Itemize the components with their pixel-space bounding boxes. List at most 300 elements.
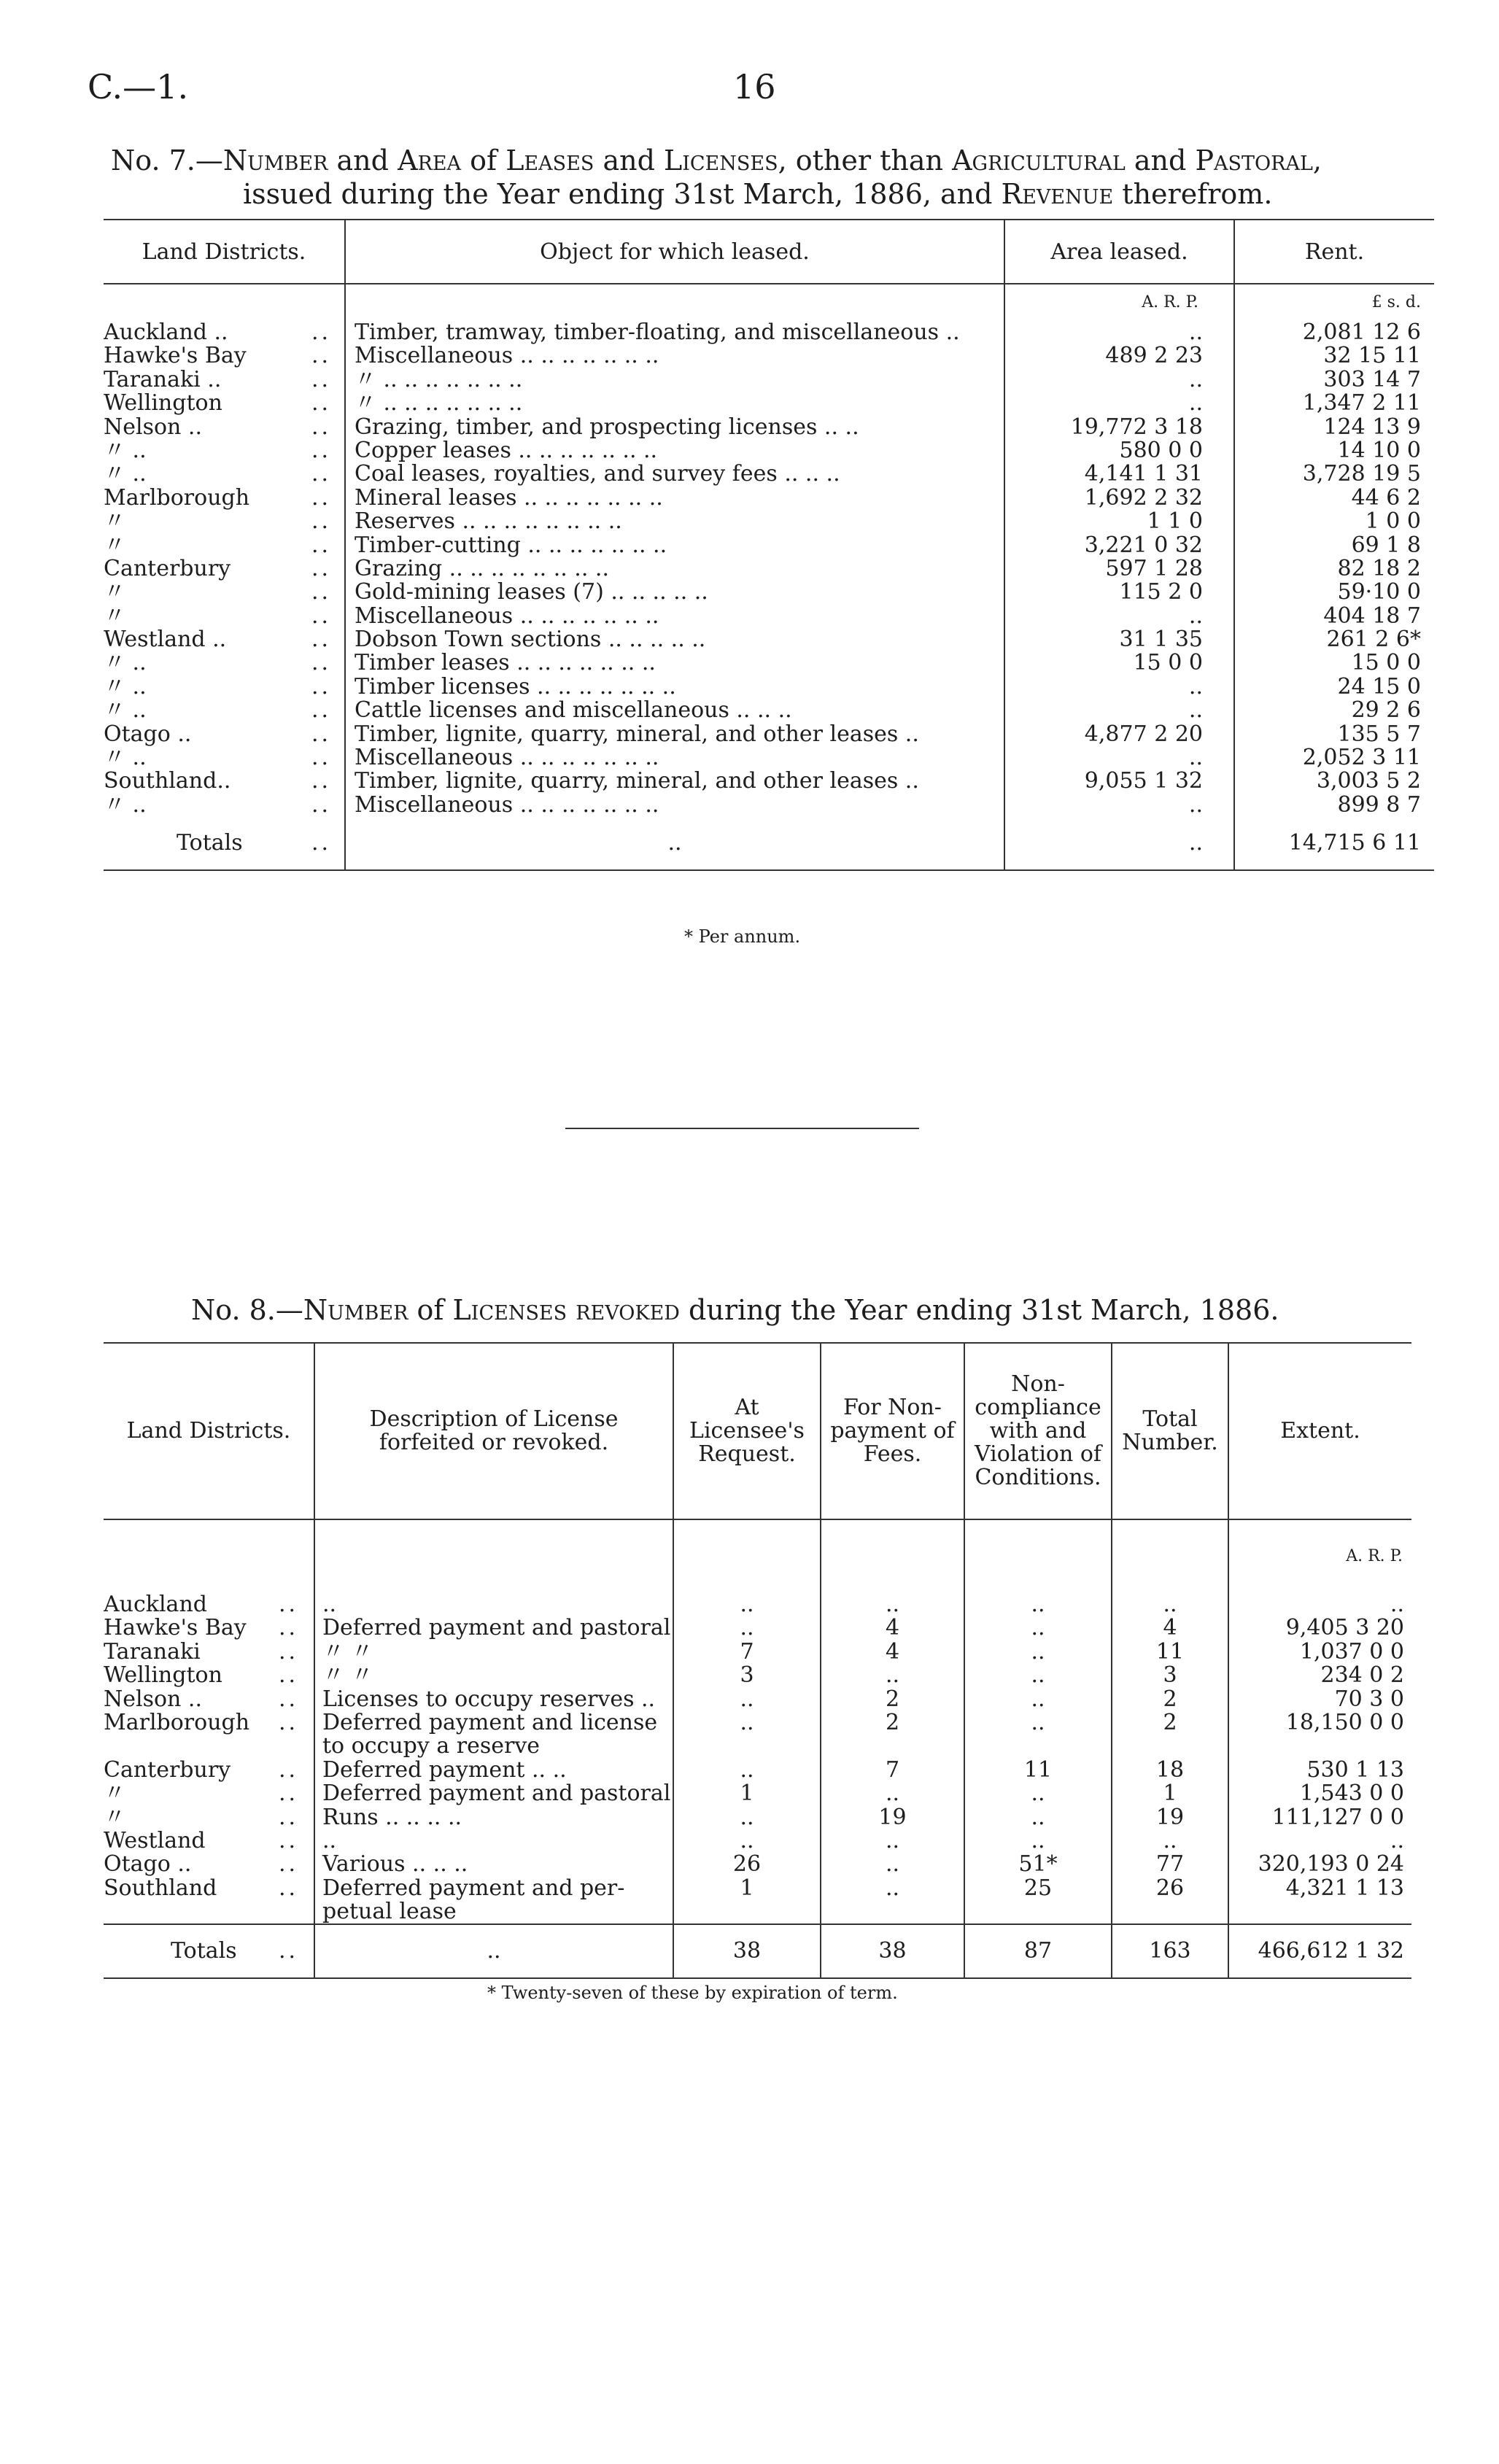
- request-cell: [673, 1900, 821, 1924]
- violation-cell: ..: [964, 1616, 1112, 1640]
- table-row: [104, 534, 1434, 557]
- leader-dots: ..: [311, 415, 332, 439]
- district-name: 〃 ..: [104, 651, 147, 675]
- district-cell: [104, 699, 345, 722]
- district-cell: [104, 1711, 314, 1735]
- table-row: [104, 1688, 1411, 1711]
- extent-cell: ..: [1228, 1593, 1411, 1616]
- rent-cell: 261 2 6*: [1234, 628, 1434, 651]
- leases-table: [104, 219, 1434, 871]
- district-name: Wellington: [104, 392, 222, 416]
- violation-cell: ..: [964, 1640, 1112, 1664]
- description-cell: ..: [314, 1593, 673, 1616]
- district-cell: [104, 462, 345, 486]
- area-cell: 115 2 0: [1004, 581, 1234, 604]
- table7-title-line2: issued during the Year ending 31st March, 1886, and Revenue therefrom.: [243, 178, 1273, 210]
- totals-area: ..: [1004, 817, 1234, 870]
- area-cell: ..: [1004, 605, 1234, 628]
- units-row: [104, 284, 1434, 321]
- district-cell: [104, 392, 345, 415]
- district-name: Westland ..: [104, 628, 227, 652]
- district-name: 〃: [104, 1782, 125, 1806]
- extent-cell: 9,405 3 20: [1228, 1616, 1411, 1640]
- totals-violation: 87: [964, 1924, 1112, 1978]
- table-row: [104, 1782, 1411, 1805]
- total-cell: 4: [1112, 1616, 1228, 1640]
- rent-cell: 135 5 7: [1234, 723, 1434, 746]
- leader-dots: ..: [279, 1711, 299, 1735]
- district-cell: [104, 770, 345, 793]
- fees-cell: ..: [821, 1664, 964, 1687]
- district-cell: [104, 746, 345, 770]
- col-total: Total Number.: [1112, 1343, 1228, 1519]
- fees-cell: 7: [821, 1759, 964, 1782]
- district-cell: [104, 1877, 314, 1900]
- area-cell: ..: [1004, 368, 1234, 392]
- district-name: 〃 ..: [104, 746, 147, 770]
- object-cell: Miscellaneous .. .. .. .. .. .. ..: [345, 746, 1004, 770]
- request-cell: ..: [673, 1759, 821, 1782]
- object-cell: Miscellaneous .. .. .. .. .. .. ..: [345, 605, 1004, 628]
- rent-cell: 59·10 0: [1234, 581, 1434, 604]
- district-cell: [104, 723, 345, 746]
- leader-dots: ..: [311, 557, 332, 581]
- district-name: Hawke's Bay: [104, 1616, 247, 1640]
- leader-dots: ..: [279, 1593, 299, 1617]
- violation-cell: ..: [964, 1664, 1112, 1687]
- totals-row: [104, 817, 1434, 870]
- extent-cell: 320,193 0 24: [1228, 1853, 1411, 1876]
- leader-dots: ..: [311, 651, 332, 675]
- leader-dots: ..: [279, 1640, 299, 1665]
- violation-cell: 11: [964, 1759, 1112, 1782]
- district-name: Auckland ..: [104, 321, 228, 345]
- area-cell: 9,055 1 32: [1004, 770, 1234, 793]
- area-units: A. R. P.: [1004, 284, 1234, 321]
- table8-footnote: * Twenty-seven of these by expiration of term.: [487, 1983, 898, 2003]
- leader-dots: ..: [279, 1938, 299, 1964]
- fees-cell: ..: [821, 1782, 964, 1805]
- leader-dots: ..: [311, 793, 332, 818]
- object-cell: Timber, lignite, quarry, mineral, and other leases ..: [345, 723, 1004, 746]
- district-name: Canterbury: [104, 1758, 231, 1783]
- totals-total: 163: [1112, 1924, 1228, 1978]
- fees-cell: 4: [821, 1640, 964, 1664]
- violation-cell: ..: [964, 1688, 1112, 1711]
- table-row: [104, 1616, 1411, 1640]
- col-land-districts: Land Districts.: [104, 220, 345, 284]
- district-cell: [104, 534, 345, 557]
- description-cell: Deferred payment and license: [314, 1711, 673, 1735]
- col-object: Object for which leased.: [345, 220, 1004, 284]
- district-name: 〃 ..: [104, 675, 147, 700]
- total-cell: 1: [1112, 1782, 1228, 1805]
- total-cell: [1112, 1900, 1228, 1924]
- extent-cell: 18,150 0 0: [1228, 1711, 1411, 1735]
- district-cell: [104, 1829, 314, 1853]
- area-cell: 3,221 0 32: [1004, 534, 1234, 557]
- district-name: 〃 ..: [104, 462, 147, 487]
- description-cell: Runs .. .. .. ..: [314, 1806, 673, 1829]
- extent-cell: 111,127 0 0: [1228, 1806, 1411, 1829]
- totals-label: Totals: [171, 1938, 237, 1964]
- district-cell: [104, 321, 345, 344]
- total-cell: 77: [1112, 1853, 1228, 1876]
- description-cell: to occupy a reserve: [314, 1735, 673, 1758]
- district-name: Auckland: [104, 1593, 207, 1617]
- document-reference: C.—1.: [88, 67, 189, 106]
- rent-cell: 15 0 0: [1234, 651, 1434, 675]
- object-cell: Timber, tramway, timber-floating, and miscellaneous ..: [345, 321, 1004, 344]
- table-row: [104, 1640, 1411, 1664]
- rent-cell: 899 8 7: [1234, 794, 1434, 817]
- fees-cell: 19: [821, 1806, 964, 1829]
- area-cell: 580 0 0: [1004, 439, 1234, 462]
- leader-dots: ..: [311, 392, 332, 416]
- request-cell: 3: [673, 1664, 821, 1687]
- district-cell: [104, 487, 345, 510]
- request-cell: ..: [673, 1711, 821, 1735]
- col-nonpayment: For Non- payment of Fees.: [821, 1343, 964, 1519]
- district-name: Taranaki ..: [104, 368, 222, 392]
- leader-dots: ..: [311, 628, 332, 652]
- description-cell: petual lease: [314, 1900, 673, 1924]
- district-name: Marlborough: [104, 486, 250, 511]
- area-cell: 597 1 28: [1004, 557, 1234, 581]
- leader-dots: ..: [311, 344, 332, 368]
- district-name: 〃: [104, 604, 125, 629]
- district-name: Southland: [104, 1876, 217, 1901]
- table-row: [104, 723, 1434, 746]
- leader-dots: ..: [311, 830, 332, 856]
- total-cell: 18: [1112, 1759, 1228, 1782]
- rent-cell: 1 0 0: [1234, 510, 1434, 533]
- area-cell: ..: [1004, 699, 1234, 722]
- leader-dots: ..: [311, 770, 332, 794]
- leader-dots: ..: [311, 722, 332, 747]
- table-row: [104, 557, 1434, 581]
- totals-rent: 14,715 6 11: [1234, 817, 1434, 870]
- area-cell: ..: [1004, 794, 1234, 817]
- district-name: Taranaki: [104, 1640, 201, 1665]
- table-row: [104, 1806, 1411, 1829]
- object-cell: Miscellaneous .. .. .. .. .. .. ..: [345, 344, 1004, 368]
- district-cell: [104, 1735, 314, 1758]
- object-cell: Mineral leases .. .. .. .. .. .. ..: [345, 487, 1004, 510]
- district-cell: [104, 628, 345, 651]
- totals-desc: ..: [314, 1924, 673, 1978]
- fees-cell: ..: [821, 1877, 964, 1900]
- area-cell: 1 1 0: [1004, 510, 1234, 533]
- district-name: Canterbury: [104, 557, 231, 581]
- total-cell: 11: [1112, 1640, 1228, 1664]
- rent-cell: 44 6 2: [1234, 487, 1434, 510]
- object-cell: Miscellaneous .. .. .. .. .. .. ..: [345, 794, 1004, 817]
- violation-cell: 51*: [964, 1853, 1112, 1876]
- table-row: [104, 1853, 1411, 1876]
- units-row: [104, 1519, 1411, 1593]
- table7-title-line1: No. 7.—Number and Area of Leases and Licenses, other than Agricultural and Pastoral,: [111, 144, 1322, 177]
- rent-units: £ s. d.: [1234, 284, 1434, 321]
- district-cell: [104, 510, 345, 533]
- request-cell: ..: [673, 1616, 821, 1640]
- request-cell: ..: [673, 1806, 821, 1829]
- revoked-licenses-table: [104, 1342, 1411, 1979]
- object-cell: Gold-mining leases (7) .. .. .. .. ..: [345, 581, 1004, 604]
- leader-dots: ..: [279, 1876, 299, 1901]
- area-cell: ..: [1004, 746, 1234, 770]
- leader-dots: ..: [311, 746, 332, 770]
- table-row: [104, 699, 1434, 722]
- description-cell: Deferred payment .. ..: [314, 1759, 673, 1782]
- district-cell: [104, 1900, 314, 1924]
- district-cell: [104, 1664, 314, 1687]
- object-cell: Timber-cutting .. .. .. .. .. .. ..: [345, 534, 1004, 557]
- table-row: [104, 439, 1434, 462]
- total-cell: 2: [1112, 1688, 1228, 1711]
- extent-cell: 1,037 0 0: [1228, 1640, 1411, 1664]
- violation-cell: ..: [964, 1711, 1112, 1735]
- extent-cell: 1,543 0 0: [1228, 1782, 1411, 1805]
- extent-units: A. R. P.: [1228, 1519, 1411, 1593]
- leader-dots: ..: [311, 462, 332, 487]
- col-at-request: At Licensee's Request.: [673, 1343, 821, 1519]
- district-cell: [104, 1806, 314, 1829]
- district-cell: [104, 1782, 314, 1805]
- table-row: [104, 416, 1434, 439]
- district-name: Nelson ..: [104, 1687, 202, 1711]
- object-cell: Timber, lignite, quarry, mineral, and other leases ..: [345, 770, 1004, 793]
- table-row: [104, 1711, 1411, 1735]
- rent-cell: 32 15 11: [1234, 344, 1434, 368]
- district-name: 〃 ..: [104, 438, 147, 463]
- violation-cell: [964, 1735, 1112, 1758]
- violation-cell: ..: [964, 1593, 1112, 1616]
- violation-cell: ..: [964, 1806, 1112, 1829]
- object-cell: Copper leases .. .. .. .. .. .. ..: [345, 439, 1004, 462]
- leader-dots: ..: [279, 1687, 299, 1711]
- table-row: [104, 1664, 1411, 1687]
- total-cell: ..: [1112, 1829, 1228, 1853]
- district-name: Wellington: [104, 1664, 222, 1688]
- total-cell: [1112, 1735, 1228, 1758]
- object-cell: Timber licenses .. .. .. .. .. .. ..: [345, 675, 1004, 699]
- totals-extent: 466,612 1 32: [1228, 1924, 1411, 1978]
- description-cell: 〃 〃: [314, 1664, 673, 1687]
- leader-dots: ..: [311, 486, 332, 511]
- leader-dots: ..: [311, 438, 332, 463]
- table-row: [104, 510, 1434, 533]
- leader-dots: ..: [311, 604, 332, 629]
- district-cell: [104, 557, 345, 581]
- fees-cell: 2: [821, 1688, 964, 1711]
- rent-cell: 69 1 8: [1234, 534, 1434, 557]
- rent-cell: 29 2 6: [1234, 699, 1434, 722]
- table-row: [104, 1829, 1411, 1853]
- leader-dots: ..: [311, 321, 332, 345]
- request-cell: ..: [673, 1688, 821, 1711]
- district-name: 〃: [104, 510, 125, 534]
- rent-cell: 1,347 2 11: [1234, 392, 1434, 415]
- rent-cell: 303 14 7: [1234, 368, 1434, 392]
- object-cell: Reserves .. .. .. .. .. .. .. ..: [345, 510, 1004, 533]
- table-row: [104, 1877, 1411, 1900]
- table-row: [104, 344, 1434, 368]
- district-cell: [104, 605, 345, 628]
- object-cell: 〃 .. .. .. .. .. .. ..: [345, 368, 1004, 392]
- table-row: [104, 794, 1434, 817]
- request-cell: 1: [673, 1877, 821, 1900]
- leader-dots: ..: [279, 1616, 299, 1640]
- district-cell: [104, 1688, 314, 1711]
- district-name: Otago ..: [104, 722, 192, 747]
- table-row: [104, 1735, 1411, 1758]
- table7-footnote: * Per annum.: [684, 926, 801, 947]
- total-cell: 19: [1112, 1806, 1228, 1829]
- table-row: [104, 651, 1434, 675]
- table-row: [104, 1759, 1411, 1782]
- table-row: [104, 1593, 1411, 1616]
- district-name: Nelson ..: [104, 415, 202, 439]
- request-cell: 1: [673, 1782, 821, 1805]
- violation-cell: [964, 1900, 1112, 1924]
- area-cell: 15 0 0: [1004, 651, 1234, 675]
- object-cell: Coal leases, royalties, and survey fees .. .. ..: [345, 462, 1004, 486]
- leader-dots: ..: [311, 581, 332, 605]
- table8-title: No. 8.—Number of Licenses revoked during the Year ending 31st March, 1886.: [191, 1294, 1279, 1326]
- district-name: Marlborough: [104, 1711, 250, 1735]
- district-cell: [104, 794, 345, 817]
- table-row: [104, 321, 1434, 344]
- district-name: Southland..: [104, 770, 231, 794]
- fees-cell: 4: [821, 1616, 964, 1640]
- table-row: [104, 770, 1434, 793]
- district-name: Otago ..: [104, 1853, 192, 1877]
- description-cell: Various .. .. ..: [314, 1853, 673, 1876]
- section-divider: [565, 1128, 919, 1129]
- fees-cell: [821, 1735, 964, 1758]
- rent-cell: 2,081 12 6: [1234, 321, 1434, 344]
- table-row: [104, 487, 1434, 510]
- fees-cell: 2: [821, 1711, 964, 1735]
- description-cell: Licenses to occupy reserves ..: [314, 1688, 673, 1711]
- col-description: Description of License forfeited or revoked.: [314, 1343, 673, 1519]
- col-area: Area leased.: [1004, 220, 1234, 284]
- extent-cell: [1228, 1735, 1411, 1758]
- district-cell: [104, 1759, 314, 1782]
- object-cell: Cattle licenses and miscellaneous .. .. ..: [345, 699, 1004, 722]
- page-number: 16: [733, 67, 776, 106]
- area-cell: 19,772 3 18: [1004, 416, 1234, 439]
- area-cell: 4,877 2 20: [1004, 723, 1234, 746]
- district-name: Westland: [104, 1829, 206, 1853]
- district-cell: [104, 416, 345, 439]
- violation-cell: ..: [964, 1829, 1112, 1853]
- rent-cell: 82 18 2: [1234, 557, 1434, 581]
- extent-cell: 4,321 1 13: [1228, 1877, 1411, 1900]
- leases-table-header: [104, 220, 1434, 284]
- fees-cell: ..: [821, 1853, 964, 1876]
- table-row: [104, 392, 1434, 415]
- violation-cell: 25: [964, 1877, 1112, 1900]
- table-row: [104, 368, 1434, 392]
- district-name: 〃: [104, 1805, 125, 1829]
- leader-dots: ..: [279, 1829, 299, 1853]
- total-cell: 2: [1112, 1711, 1228, 1735]
- request-cell: 26: [673, 1853, 821, 1876]
- request-cell: [673, 1735, 821, 1758]
- fees-cell: ..: [821, 1593, 964, 1616]
- totals-label-cell: [104, 817, 345, 870]
- table-row: [104, 746, 1434, 770]
- district-cell: [104, 1593, 314, 1616]
- leader-dots: ..: [311, 368, 332, 392]
- total-cell: ..: [1112, 1593, 1228, 1616]
- table-row: [104, 605, 1434, 628]
- leader-dots: ..: [311, 533, 332, 557]
- leader-dots: ..: [279, 1782, 299, 1806]
- leader-dots: ..: [279, 1664, 299, 1688]
- totals-request: 38: [673, 1924, 821, 1978]
- description-cell: Deferred payment and pastoral: [314, 1616, 673, 1640]
- district-cell: [104, 581, 345, 604]
- col-extent: Extent.: [1228, 1343, 1411, 1519]
- district-cell: [104, 1853, 314, 1876]
- district-cell: [104, 368, 345, 392]
- totals-object: ..: [345, 817, 1004, 870]
- col-rent: Rent.: [1234, 220, 1434, 284]
- district-name: 〃: [104, 533, 125, 557]
- table-row: [104, 628, 1434, 651]
- fees-cell: ..: [821, 1829, 964, 1853]
- area-cell: ..: [1004, 675, 1234, 699]
- table-row: [104, 581, 1434, 604]
- rent-cell: 14 10 0: [1234, 439, 1434, 462]
- request-cell: ..: [673, 1829, 821, 1853]
- col-land-districts: Land Districts.: [104, 1343, 314, 1519]
- col-noncompliance: Non- compliance with and Violation of Conditions.: [964, 1343, 1112, 1519]
- district-cell: [104, 344, 345, 368]
- totals-fees: 38: [821, 1924, 964, 1978]
- extent-cell: ..: [1228, 1829, 1411, 1853]
- total-cell: 26: [1112, 1877, 1228, 1900]
- violation-cell: ..: [964, 1782, 1112, 1805]
- rent-cell: 24 15 0: [1234, 675, 1434, 699]
- totals-label: Totals: [177, 830, 243, 856]
- rent-cell: 3,003 5 2: [1234, 770, 1434, 793]
- leader-dots: ..: [311, 510, 332, 534]
- description-cell: Deferred payment and pastoral: [314, 1782, 673, 1805]
- district-name: Hawke's Bay: [104, 344, 247, 368]
- request-cell: ..: [673, 1593, 821, 1616]
- area-cell: 489 2 23: [1004, 344, 1234, 368]
- object-cell: 〃 .. .. .. .. .. .. ..: [345, 392, 1004, 415]
- object-cell: Grazing, timber, and prospecting licenses .. ..: [345, 416, 1004, 439]
- district-name: 〃 ..: [104, 699, 147, 723]
- district-cell: [104, 1640, 314, 1664]
- extent-cell: 530 1 13: [1228, 1759, 1411, 1782]
- leader-dots: ..: [279, 1805, 299, 1829]
- fees-cell: [821, 1900, 964, 1924]
- totals-label-cell: [104, 1924, 314, 1978]
- district-name: 〃 ..: [104, 793, 147, 818]
- area-cell: 1,692 2 32: [1004, 487, 1234, 510]
- leader-dots: ..: [311, 675, 332, 700]
- district-name: 〃: [104, 581, 125, 605]
- object-cell: Dobson Town sections .. .. .. .. ..: [345, 628, 1004, 651]
- leader-dots: ..: [311, 699, 332, 723]
- object-cell: Timber leases .. .. .. .. .. .. ..: [345, 651, 1004, 675]
